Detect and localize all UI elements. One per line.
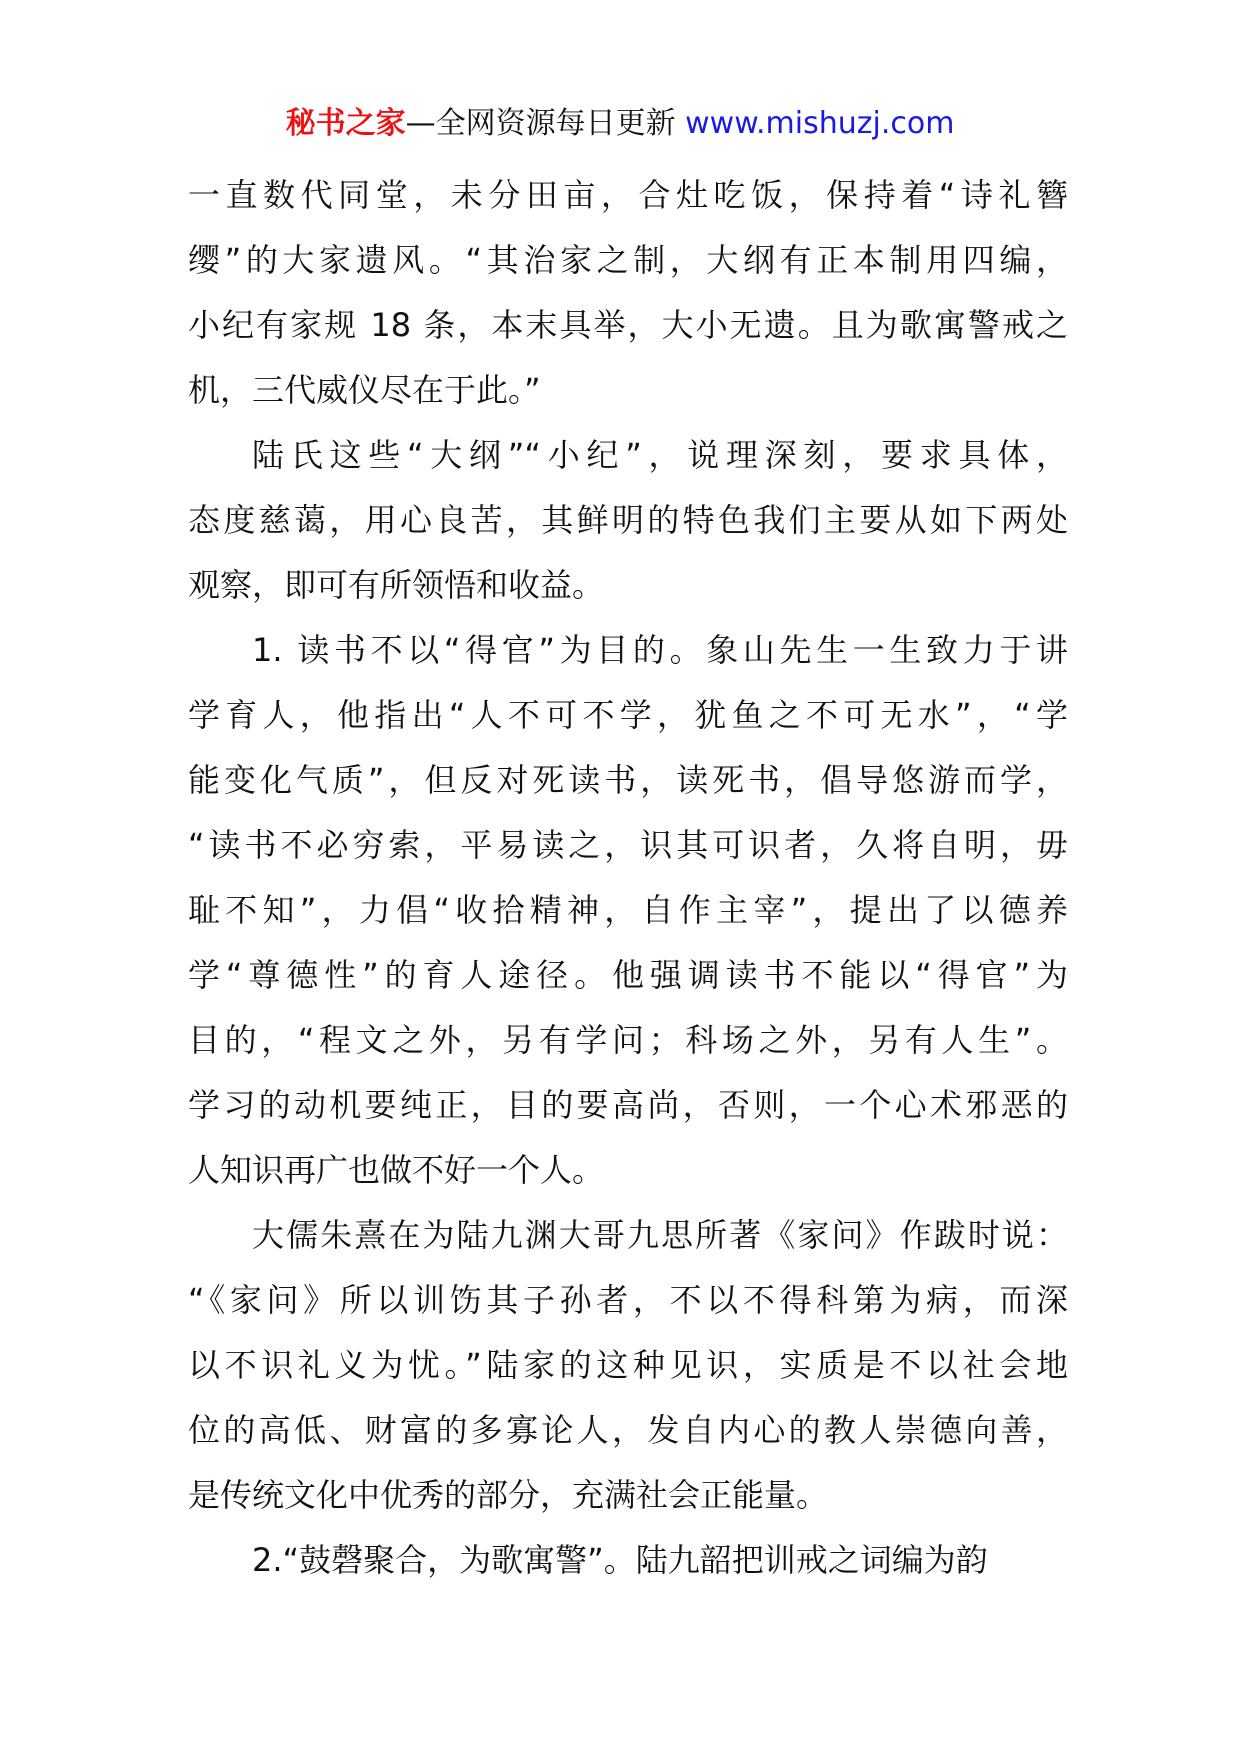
text-line: “《家问》所以训饬其子孙者，不以不得科第为病，而深 <box>188 1281 1068 1319</box>
text-line: 机，三代威仪尽在于此。” <box>188 371 541 409</box>
text-line: 能变化气质”，但反对死读书，读死书，倡导悠游而学， <box>188 761 1068 799</box>
text-line: 以不识礼义为忧。”陆家的这种见识，实质是不以社会地 <box>188 1346 1068 1384</box>
text-line: 一直数代同堂，未分田亩，合灶吃饭，保持着“诗礼簪 <box>188 176 1068 214</box>
text-line: 观察，即可有所领悟和收益。 <box>188 566 605 604</box>
text-line: 学育人，他指出“人不可不学，犹鱼之不可无水”，“学 <box>188 696 1068 734</box>
text-line: 2.“鼓磬聚合，为歌寓警”。陆九韶把训戒之词编为韵 <box>252 1541 988 1579</box>
page-header <box>0 104 1240 144</box>
text-line: 陆氏这些“大纲”“小纪”，说理深刻，要求具体， <box>252 436 1068 474</box>
text-line: 学习的动机要纯正，目的要高尚，否则，一个心术邪恶的 <box>188 1086 1068 1124</box>
website-link[interactable]: www.mishuzj.com <box>685 106 955 141</box>
text-line: 耻不知”，力倡“收拾精神，自作主宰”，提出了以德养 <box>188 891 1068 929</box>
document-body <box>188 163 1068 1593</box>
text-line: 小纪有家规 18 条，本末具举，大小无遗。且为歌寓警戒之 <box>188 306 1068 344</box>
text-line: 是传统文化中优秀的部分，充满社会正能量。 <box>188 1476 829 1514</box>
text-line: 目的，“程文之外，另有学问；科场之外，另有人生”。 <box>188 1021 1068 1059</box>
text-line: 大儒朱熹在为陆九渊大哥九思所著《家问》作跋时说： <box>252 1216 1068 1254</box>
text-line: 1. 读书不以“得官”为目的。象山先生一生致力于讲 <box>252 631 1068 669</box>
text-line: 缨”的大家遗风。“其治家之制，大纲有正本制用四编， <box>188 241 1068 279</box>
text-line: 学“尊德性”的育人途径。他强调读书不能以“得官”为 <box>188 956 1068 994</box>
text-line: “读书不必穷索，平易读之，识其可识者，久将自明，毋 <box>188 826 1068 864</box>
text-line: 态度慈蔼，用心良苦，其鲜明的特色我们主要从如下两处 <box>188 501 1068 539</box>
text-line: 人知识再广也做不好一个人。 <box>188 1151 605 1189</box>
text-line: 位的高低、财富的多寡论人，发自内心的教人崇德向善， <box>188 1411 1068 1449</box>
header-tagline: —全网资源每日更新 <box>405 106 676 141</box>
brand-name: 秘书之家 <box>285 106 406 141</box>
